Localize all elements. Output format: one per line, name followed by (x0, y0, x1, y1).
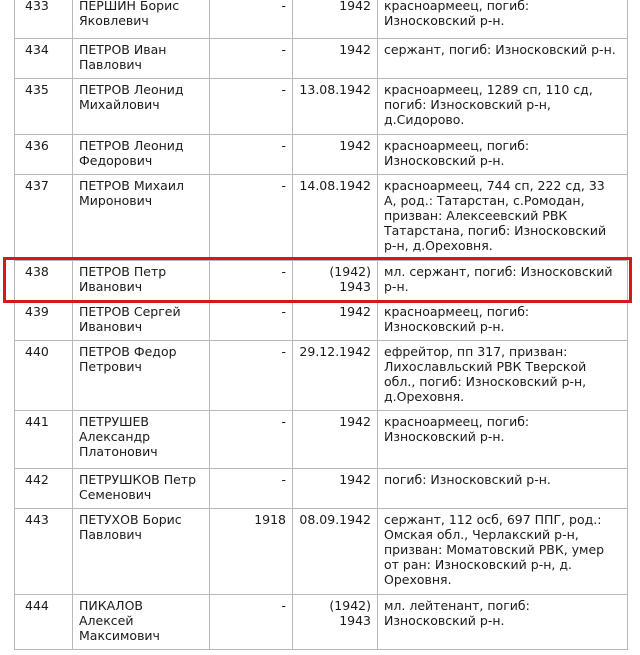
person-name-line: ПЕТРОВ Леонид (79, 138, 184, 153)
death-date-line: 13.08.1942 (299, 82, 371, 97)
death-date-line: 29.12.1942 (299, 344, 371, 359)
person-name-line: ПЕТРОВ Михаил (79, 178, 184, 193)
row-number: 435 (15, 79, 73, 135)
person-name (73, 175, 210, 261)
table-row (15, 411, 628, 469)
person-name-line: ПЕТРОВ Сергей (79, 304, 181, 319)
person-name (73, 411, 210, 469)
details-note-line: красноармеец, 744 сп, 222 сд, 33 (384, 178, 605, 193)
birth-year: - (210, 135, 293, 175)
table-row (15, 39, 628, 79)
row-number: 439 (15, 301, 73, 341)
person-name-line: ПЕТРОВ Федор (79, 344, 177, 359)
details-note-line: Износковский р-н. (384, 429, 505, 444)
details-note-line: обл., погиб: Износковский р-н, (384, 374, 587, 389)
person-name (73, 261, 210, 301)
details-note-line: Износковский р-н. (384, 613, 505, 628)
details-note-line: д.Ореховня. (384, 389, 465, 404)
details-note-line: Татарстана, погиб: Износковский (384, 223, 607, 238)
table-row (15, 135, 628, 175)
row-number: 436 (15, 135, 73, 175)
details-note-line: р-н, д.Ореховня. (384, 238, 493, 253)
person-name-line: Яковлевич (79, 13, 149, 28)
details-note (378, 341, 628, 411)
details-note-line: р-н. (384, 279, 409, 294)
death-date-line: 08.09.1942 (299, 512, 371, 527)
details-note-line: погиб: Износковский р-н, (384, 97, 551, 112)
birth-year: - (210, 411, 293, 469)
birth-year: - (210, 341, 293, 411)
person-name-line: ПЕТРОВ Иван (79, 42, 167, 57)
person-name (73, 0, 210, 39)
details-note-line: ефрейтор, пп 317, призван: (384, 344, 568, 359)
death-date (293, 301, 378, 341)
details-note-line: призван: Моматовский РВК, умер (384, 542, 605, 557)
person-name (73, 39, 210, 79)
details-note (378, 595, 628, 650)
details-note-line: Ореховня. (384, 572, 452, 587)
person-name (73, 301, 210, 341)
birth-year: - (210, 175, 293, 261)
death-date-line: 1942 (339, 304, 371, 319)
details-note-line: красноармеец, 1289 сп, 110 сд, (384, 82, 593, 97)
details-note-line: Износковский р-н. (384, 319, 505, 334)
death-date (293, 79, 378, 135)
table-row (15, 261, 628, 301)
death-date-line: (1942) (329, 598, 371, 613)
details-note (378, 0, 628, 39)
death-date (293, 341, 378, 411)
birth-year: - (210, 469, 293, 509)
row-number: 442 (15, 469, 73, 509)
table-row (15, 595, 628, 650)
birth-year: - (210, 0, 293, 39)
death-date (293, 411, 378, 469)
person-name-line: ПЕТРУШЕВ (79, 414, 149, 429)
person-name-line: Алексей (79, 613, 134, 628)
table-row (15, 0, 628, 39)
death-date (293, 509, 378, 595)
person-name-line: Михайлович (79, 97, 160, 112)
details-note (378, 411, 628, 469)
birth-year: 1918 (210, 509, 293, 595)
death-date (293, 261, 378, 301)
death-date (293, 39, 378, 79)
details-note-line: А, род.: Татарстан, с.Ромодан, (384, 193, 585, 208)
person-name-line: Петрович (79, 359, 142, 374)
person-name-line: ПЕТРУШКОВ Петр (79, 472, 197, 487)
person-name (73, 509, 210, 595)
details-note-line: мл. лейтенант, погиб: (384, 598, 530, 613)
death-date (293, 595, 378, 650)
person-name-line: Федорович (79, 153, 153, 168)
details-note-line: красноармеец, погиб: (384, 0, 530, 13)
death-date (293, 175, 378, 261)
details-note-line: сержант, погиб: Износковский р-н. (384, 42, 616, 57)
death-date-line: 14.08.1942 (299, 178, 371, 193)
person-name (73, 469, 210, 509)
details-note-line: Омская обл., Черлакский р-н, (384, 527, 579, 542)
death-date (293, 0, 378, 39)
table-row (15, 301, 628, 341)
table-row (15, 469, 628, 509)
details-note (378, 175, 628, 261)
details-note-line: д.Сидорово. (384, 112, 465, 127)
person-name-line: Павлович (79, 527, 142, 542)
person-name-line: ПЕРШИН Борис (79, 0, 180, 13)
row-number: 434 (15, 39, 73, 79)
person-name-line: Семенович (79, 487, 152, 502)
person-name-line: Александр (79, 429, 151, 444)
death-date-line: 1942 (339, 414, 371, 429)
details-note (378, 39, 628, 79)
birth-year: - (210, 301, 293, 341)
burial-list-body (15, 0, 628, 650)
details-note-line: сержант, 112 осб, 697 ППГ, род.: (384, 512, 602, 527)
death-date-line: 1942 (339, 472, 371, 487)
details-note-line: Износковский р-н. (384, 13, 505, 28)
details-note (378, 509, 628, 595)
death-date-line: 1942 (339, 0, 371, 13)
death-date-line: 1942 (339, 42, 371, 57)
person-name (73, 595, 210, 650)
row-number: 433 (15, 0, 73, 39)
death-date-line: 1943 (339, 279, 371, 294)
row-number: 444 (15, 595, 73, 650)
details-note-line: призван: Алексеевский РВК (384, 208, 568, 223)
person-name (73, 341, 210, 411)
birth-year: - (210, 39, 293, 79)
details-note-line: мл. сержант, погиб: Износковский (384, 264, 613, 279)
birth-year: - (210, 261, 293, 301)
person-name-line: ПЕТРОВ Леонид (79, 82, 184, 97)
burial-list-table (14, 0, 628, 650)
table-row (15, 175, 628, 261)
person-name-line: ПИКАЛОВ (79, 598, 143, 613)
row-number: 441 (15, 411, 73, 469)
birth-year: - (210, 79, 293, 135)
row-number: 437 (15, 175, 73, 261)
table-row (15, 509, 628, 595)
death-date-line: 1942 (339, 138, 371, 153)
person-name-line: Иванович (79, 279, 143, 294)
details-note-line: красноармеец, погиб: (384, 414, 530, 429)
death-date (293, 135, 378, 175)
row-number: 440 (15, 341, 73, 411)
details-note-line: от ран: Износковский р-н, д. (384, 557, 572, 572)
person-name-line: Платонович (79, 444, 158, 459)
death-date-line: 1943 (339, 613, 371, 628)
details-note-line: погиб: Износковский р-н. (384, 472, 551, 487)
row-number: 443 (15, 509, 73, 595)
person-name-line: ПЕТРОВ Петр (79, 264, 167, 279)
person-name (73, 135, 210, 175)
birth-year: - (210, 595, 293, 650)
table-row (15, 341, 628, 411)
details-note-line: красноармеец, погиб: (384, 138, 530, 153)
row-number: 438 (15, 261, 73, 301)
details-note-line: Износковский р-н. (384, 153, 505, 168)
details-note (378, 79, 628, 135)
person-name-line: ПЕТУХОВ Борис (79, 512, 182, 527)
person-name-line: Максимович (79, 628, 160, 643)
details-note-line: красноармеец, погиб: (384, 304, 530, 319)
details-note (378, 135, 628, 175)
details-note (378, 469, 628, 509)
death-date (293, 469, 378, 509)
details-note (378, 301, 628, 341)
death-date-line: (1942) (329, 264, 371, 279)
details-note (378, 261, 628, 301)
details-note-line: Лихославльский РВК Тверской (384, 359, 587, 374)
person-name-line: Миронович (79, 193, 153, 208)
person-name-line: Иванович (79, 319, 143, 334)
person-name (73, 79, 210, 135)
table-row (15, 79, 628, 135)
person-name-line: Павлович (79, 57, 142, 72)
